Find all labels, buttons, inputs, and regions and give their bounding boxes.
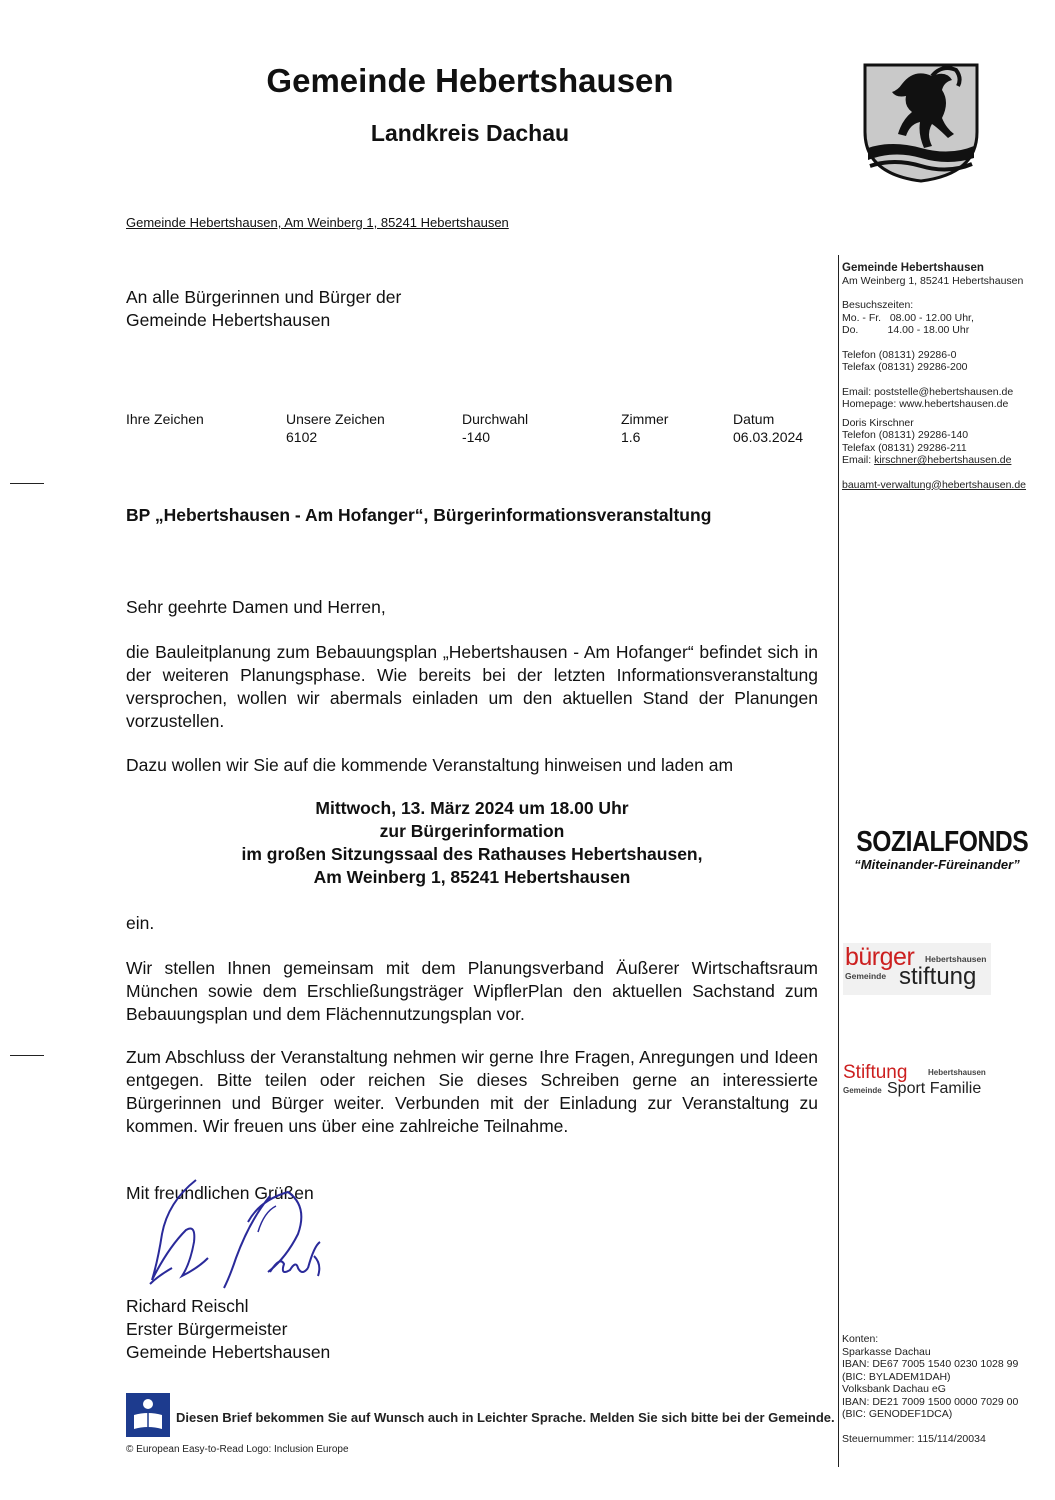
signature-block (126, 1295, 330, 1364)
reference-value: -140 (462, 429, 491, 445)
buerger-place: Hebertshausen (925, 954, 987, 964)
body-ein: ein. (126, 913, 155, 933)
fold-mark (10, 483, 44, 484)
event-details (126, 797, 818, 889)
sidebar-bank: Sparkasse Dachau (842, 1345, 931, 1358)
sidebar-divider (838, 255, 839, 1467)
page-subtitle: Landkreis Dachau (370, 120, 570, 146)
sidebar-contact-phone: Telefon (08131) 29286-140 (842, 429, 969, 441)
body-paragraph: Dazu wollen wir Sie auf die kommende Veranstaltung hinweisen und laden am (126, 755, 734, 775)
buerger-word: bürger (845, 943, 915, 971)
sender-return-address: Gemeinde Hebertshausen, Am Weinberg 1, 85241 Hebertshausen (126, 215, 509, 230)
sidebar-hours: Mo. - Fr. 08.00 - 12.00 Uhr, (842, 311, 974, 324)
reference-label: Unsere Zeichen (286, 411, 385, 427)
recipient-block (126, 286, 401, 332)
buergerstiftung-logo (843, 943, 991, 995)
sidebar-contact (842, 262, 1026, 491)
reference-ihre-zeichen (126, 410, 204, 428)
fold-mark (10, 1055, 44, 1056)
recipient-line: Gemeinde Hebertshausen (126, 310, 331, 330)
reference-label: Zimmer (621, 411, 669, 427)
stiftung-logo (843, 1062, 1003, 1100)
reference-label: Datum (733, 411, 775, 427)
reference-unsere-zeichen (286, 410, 385, 446)
coat-of-arms-icon (862, 62, 980, 184)
stiftung-gemeinde: Gemeinde (843, 1086, 882, 1095)
reference-value: 1.6 (621, 429, 641, 445)
easy-to-read-notice: Diesen Brief bekommen Sie auf Wunsch auch in Leichter Sprache. Melden Sie sich bitte bei der Gemeinde. (176, 1410, 835, 1425)
body-paragraph: Zum Abschluss der Veranstaltung nehmen wir gerne Ihre Fragen, Anregungen und Ideen entgegen. Bitte teilen oder reichen Sie dieses Schreiben gerne an interessierte Bürgerinnen und Bürger weiter. Verbunden mit der Einladung zur Veranstaltung zu kommen. Wir freuen uns über eine zahlreiche Teilnahme. (126, 1047, 818, 1136)
body-paragraph: die Bauleitplanung zum Bebauungsplan „Hebertshausen - Am Hofanger“ befindet sich in der weiteren Planungsphase. Wie bereits bei der letzten Informationsveranstaltung versprochen, wollen wir abermals einladen um den aktuellen Stand der Planungen vorzustellen. (126, 642, 818, 731)
sidebar-homepage: Homepage: www.hebertshausen.de (842, 398, 1009, 410)
event-line: zur Bürgerinformation (379, 821, 565, 841)
sidebar-contact-name: Doris Kirschner (842, 416, 914, 429)
sidebar-contact-email-row (842, 454, 1026, 467)
easy-to-read-logo-icon (126, 1393, 170, 1437)
stiftung-tail: Sport Familie (887, 1080, 982, 1097)
closing: Mit freundlichen Grüßen (126, 1183, 314, 1203)
sidebar-bank: Volksbank Dachau eG (842, 1383, 946, 1395)
salutation: Sehr geehrte Damen und Herren, (126, 597, 386, 617)
sidebar-bic: (BIC: BYLADEM1DAH) (842, 1370, 951, 1383)
sidebar-fax: Telefax (08131) 29286-200 (842, 361, 968, 373)
sozialfonds-title: SOZIALFONDS (856, 826, 1029, 858)
sidebar-bank-details (842, 1333, 1018, 1445)
reference-zimmer (621, 410, 668, 446)
recipient-line: An alle Bürgerinnen und Bürger der (126, 287, 402, 307)
sozialfonds-logo (842, 826, 1032, 872)
body-paragraph: Wir stellen Ihnen gemeinsam mit dem Planungsverband Äußerer Wirtschaftsraum München sowie dem Erschließungsträger WipflerPlan den aktuellen Sachstand zum Bebauungsplan und dem Flächennutzungsplan vor. (126, 958, 818, 1024)
sidebar-email: Email: poststelle@hebertshausen.de (842, 385, 1014, 398)
sidebar-hours: Do. 14.00 - 18.00 Uhr (842, 324, 970, 336)
sidebar-accounts-label: Konten: (842, 1333, 879, 1345)
signatory-name: Richard Reischl (126, 1296, 249, 1316)
reference-value: 06.03.2024 (733, 429, 804, 445)
stiftung-word: Stiftung (843, 1062, 908, 1083)
page-title: Gemeinde Hebertshausen (266, 62, 674, 99)
reference-label: Durchwahl (462, 411, 529, 427)
easy-to-read-caption: © European Easy-to-Read Logo: Inclusion Europe (126, 1444, 349, 1455)
signatory-role: Erster Bürgermeister (126, 1319, 288, 1339)
sidebar-bauamt-email-link[interactable]: bauamt-verwaltung@hebertshausen.de (842, 478, 1027, 491)
reference-label: Ihre Zeichen (126, 411, 204, 427)
sidebar-iban: IBAN: DE21 7009 1500 0000 7029 00 (842, 1395, 1019, 1408)
sidebar-iban: IBAN: DE67 7005 1540 0230 1028 99 (842, 1358, 1019, 1370)
event-line: Am Weinberg 1, 85241 Hebertshausen (313, 867, 631, 887)
sidebar-phone: Telefon (08131) 29286-0 (842, 348, 957, 361)
sidebar-contact-email-link[interactable]: kirschner@hebertshausen.de (874, 454, 1012, 466)
sidebar-tax-number: Steuernummer: 115/114/20034 (842, 1432, 986, 1445)
sidebar-address: Am Weinberg 1, 85241 Hebertshausen (842, 274, 1024, 287)
reference-datum (733, 410, 803, 446)
sidebar-hours-label: Besuchszeiten: (842, 299, 914, 311)
buerger-gemeinde: Gemeinde (845, 971, 887, 981)
sidebar-bic: (BIC: GENODEF1DCA) (842, 1408, 953, 1420)
sidebar-contact-email-label: Email: (842, 454, 875, 466)
reference-value: 6102 (286, 429, 318, 445)
buerger-stiftung-word: stiftung (899, 963, 977, 990)
sidebar-org: Gemeinde Hebertshausen (842, 262, 984, 274)
sozialfonds-subtitle: “Miteinander-Füreinander” (854, 857, 1020, 872)
letter-subject: BP „Hebertshausen - Am Hofanger“, Bürgerinformationsveranstaltung (126, 505, 712, 525)
reference-durchwahl (462, 410, 528, 446)
sidebar-contact-fax: Telefax (08131) 29286-211 (842, 441, 967, 454)
stiftung-place: Hebertshausen (928, 1068, 986, 1077)
event-line: im großen Sitzungssaal des Rathauses Hebertshausen, (241, 844, 703, 864)
event-line: Mittwoch, 13. März 2024 um 18.00 Uhr (315, 798, 629, 818)
signatory-org: Gemeinde Hebertshausen (126, 1342, 331, 1362)
handwritten-signature (138, 1172, 328, 1300)
